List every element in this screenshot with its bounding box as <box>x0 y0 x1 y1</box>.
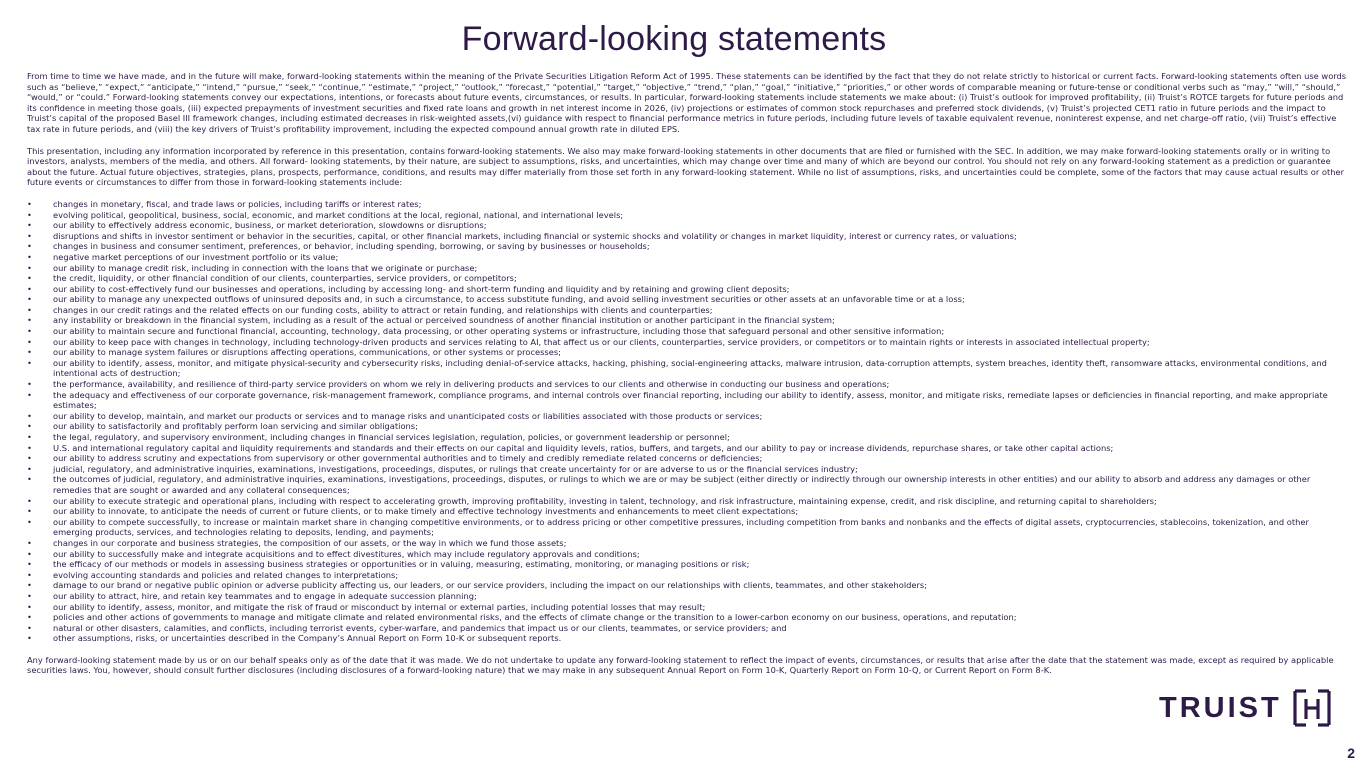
list-item-text: the adequacy and effectiveness of our corporate governance, risk-management framework, compliance programs, and internal controls over financial reporting, including our ability to identify, assess, monitor, and mitigate risks, remediate lapses or deficiencies in financial reporting, and make appropriate estimates; <box>53 389 1328 411</box>
list-item <box>27 294 1347 305</box>
list-item <box>27 474 1347 495</box>
list-item <box>27 580 1347 591</box>
list-item-text: our ability to address scrutiny and expectations from supervisory or other governmental authorities and to timely and credibly remediate related concerns or deficiencies; <box>53 453 763 464</box>
list-item-text: our ability to maintain secure and functional financial, accounting, technology, data processing, or other operating systems or infrastructure, including those that safeguard personal and other sensitive information; <box>53 326 945 337</box>
list-item <box>27 231 1347 242</box>
bullet-marker: • <box>27 580 32 591</box>
list-item-text: our ability to keep pace with changes in technology, including technology-driven products and services relating to AI, that affect us or our clients, counterparties, service providers, or competitors or to maintain rights or interests in associated intellectual property; <box>53 336 1150 347</box>
bullet-marker: • <box>27 474 32 485</box>
bullet-marker: • <box>27 209 32 220</box>
bullet-marker: • <box>27 463 32 474</box>
list-item <box>27 464 1347 475</box>
list-item <box>27 570 1347 581</box>
list-item <box>27 273 1347 284</box>
list-item-text: our ability to cost-effectively fund our businesses and operations, including by accessing long- and short-term funding and liquidity and by retaining and growing client deposits; <box>53 283 790 294</box>
list-item <box>27 559 1347 570</box>
list-item <box>27 284 1347 295</box>
list-item-text: our ability to manage system failures or disruptions affecting operations, communications, or other systems or processes; <box>53 347 561 358</box>
list-item <box>27 517 1347 538</box>
list-item-text: our ability to develop, maintain, and market our products or services and to manage risks and unanticipated costs or liabilities associated with those products or services; <box>53 410 763 421</box>
bullet-marker: • <box>27 612 32 623</box>
list-item-text: changes in our corporate and business strategies, the composition of our assets, or the way in which we fund those assets; <box>53 537 567 548</box>
list-item <box>27 210 1347 221</box>
list-item-text: our ability to execute strategic and operational plans, including with respect to accelerating growth, improving profitability, investing in talent, technology, and risk infrastructure, maintaining expense, credit, and risk discipline, and returning capital to shareholders; <box>53 495 1157 506</box>
intro-paragraph-1: From time to time we have made, and in the future will make, forward-looking statements within the meaning of the Private Securities Litigation Reform Act of 1995. These statements can be identified by the fact that they do not relate strictly to historical or current facts. Forward-looking statements often use words such as “believe,” “expect,” “anticipate,” “intend,” “pursue,” “seek,” “continue,” “estimate,” “project,” “outlook,” “forecast,” “potential,” “target,” “objective,” “trend,” “plan,” “goal,” “initiative,” “priorities,” or other words of comparable meaning or future-tense or conditional verbs such as “may,” “will,” “should,” “would,” or “could.” Forward-looking statements convey our expectations, intentions, or forecasts about future events, circumstances, or results. In particular, forward-looking statements include statements we make about: (i) Truist’s outlook for improved profitability, (ii) Truist’s ROTCE targets for future periods and its confidence in meeting those goals, (iii) expected prepayments of investment securities and fixed rate loans and growth in net interest income in 2026, (iv) projections or estimates of common stock repurchases and preferred stock dividends, (v) Truist’s projected CET1 ratio in future periods and the impact to Truist’s capital of the proposed Basel III framework changes, including estimated decreases in risk-weighted assets,(vi) guidance with respect to financial performance metrics in future periods, including future levels of taxable equivalent revenue, noninterest expense, and net charge-off ratio, (vii) Truist’s effective tax rate in future periods, and (viii) the key drivers of Truist’s profitability improvement, including the expected compound annual growth rate in diluted EPS. <box>27 71 1347 134</box>
bullet-marker: • <box>27 601 32 612</box>
bullet-marker: • <box>27 421 32 432</box>
list-item-text: damage to our brand or negative public opinion or adverse publicity affecting us, our leaders, or our service providers, including the impact on our relationships with clients, teammates, and other stakeholders; <box>53 580 928 591</box>
bullet-marker: • <box>27 495 32 506</box>
list-item <box>27 411 1347 422</box>
list-item-text: our ability to attract, hire, and retain key teammates and to engage in adequate succession planning; <box>53 590 477 601</box>
list-item <box>27 358 1347 379</box>
list-item <box>27 305 1347 316</box>
bullet-marker: • <box>27 357 32 368</box>
list-item-text: our ability to identify, assess, monitor, and mitigate physical-security and cybersecurity risks, including denial-of-service attacks, hacking, phishing, social-engineering attacks, malware intrusion, data-corruption attempts, system breaches, identity theft, ransomware attacks, environmental conditions, and intentional acts of destruction; <box>53 357 1327 379</box>
bullet-marker: • <box>27 389 32 400</box>
list-item <box>27 263 1347 274</box>
bullet-marker: • <box>27 326 32 337</box>
list-item <box>27 326 1347 337</box>
list-item-text: our ability to manage any unexpected outflows of uninsured deposits and, in such a circumstance, to access substitute funding, and avoid selling investment securities or other assets at an unfavorable time or at a loss; <box>53 294 965 305</box>
list-item-text: our ability to effectively address economic, business, or market deterioration, slowdowns or disruptions; <box>53 220 487 231</box>
bullet-marker: • <box>27 347 32 358</box>
list-item-text: our ability to successfully make and integrate acquisitions and to effect divestitures, which may include regulatory approvals and conditions; <box>53 548 640 559</box>
list-item-text: the legal, regulatory, and supervisory environment, including changes in financial services legislation, regulation, policies, or government leadership or personnel; <box>53 432 730 442</box>
bullet-marker: • <box>27 294 32 305</box>
bullet-marker: • <box>27 262 32 273</box>
intro-paragraph-2: This presentation, including any information incorporated by reference in this presentation, contains forward-looking statements. We also may make forward-looking statements in other documents that are filed or furnished with the SEC. In addition, we may make forward-looking statements orally or in writing to investors, analysts, members of the media, and others. All forward- looking statements, by their nature, are subject to assumptions, risks, and uncertainties, which may change over time and many of which are beyond our control. You should not rely on any forward-looking statement as a prediction or guarantee about the future. Actual future objectives, strategies, plans, prospects, performance, conditions, and results may differ materially from those set forth in any forward-looking statement. While no list of assumptions, risks, and uncertainties could be complete, some of the factors that may cause actual results or other future events or circumstances to differ from those in forward-looking statements include: <box>27 145 1344 188</box>
list-item-text: our ability to compete successfully, to increase or maintain market share in changing competitive environments, or to address pricing or other competitive pressures, including competition from banks and nonbanks and the effects of digital assets, cryptocurrencies, stablecoins, tokenization, and other emerging products, services, and technologies relating to deposits, lending, and payments; <box>53 516 1309 538</box>
bullet-marker: • <box>27 220 32 231</box>
list-item-text: our ability to satisfactorily and profitably perform loan servicing and similar obligations; <box>53 421 418 432</box>
list-item <box>27 453 1347 464</box>
bullet-marker: • <box>27 336 32 347</box>
bullet-marker: • <box>27 548 32 559</box>
truist-hh-mark-icon <box>1292 689 1332 727</box>
page-number: 2 <box>1347 745 1355 761</box>
list-item <box>27 337 1347 348</box>
list-item-text: disruptions and shifts in investor sentiment or behavior in the securities, capital, or other financial markets, including financial or systemic shocks and volatility or changes in market liquidity, interest or currency rates, or valuations; <box>53 230 1017 241</box>
bullet-marker: • <box>27 198 32 209</box>
page-title: Forward-looking statements <box>461 20 887 58</box>
bullet-marker: • <box>27 241 32 252</box>
list-item <box>27 390 1347 411</box>
bullet-marker: • <box>27 251 32 262</box>
list-item <box>27 443 1347 454</box>
list-item-text: judicial, regulatory, and administrative inquiries, examinations, investigations, proceedings, disputes, or rulings that create uncertainty for or are adverse to us or the financial services industry; <box>53 463 858 474</box>
list-item-text: changes in monetary, fiscal, and trade laws or policies, including tariffs or interest rates; <box>53 198 422 209</box>
bullet-marker: • <box>27 453 32 464</box>
list-item-text: negative market perceptions of our investment portfolio or its value; <box>53 251 339 262</box>
list-item-text: the outcomes of judicial, regulatory, and administrative inquiries, examinations, investigations, proceedings, disputes, or rulings to which we are or may be subject (either directly or indirectly through our ownership interests in other entities) and our ability to absorb and address any damages or other remedies that are sought or awarded and any collateral consequences; <box>53 474 1311 495</box>
truist-logo <box>1159 688 1332 728</box>
bullet-marker: • <box>27 569 32 580</box>
list-item <box>27 315 1347 326</box>
list-item-text: evolving political, geopolitical, business, social, economic, and market conditions at the local, regional, national, and international levels; <box>53 209 624 220</box>
list-item <box>27 602 1347 613</box>
list-item <box>27 538 1347 549</box>
list-item <box>27 220 1347 231</box>
list-item <box>27 623 1347 634</box>
logo-wordmark: TRUIST <box>1159 691 1282 724</box>
list-item <box>27 432 1347 443</box>
list-item-text: other assumptions, risks, or uncertainties described in the Company’s Annual Report on Form 10-K or subsequent reports. <box>53 633 562 644</box>
list-item-text: natural or other disasters, calamities, and conflicts, including terrorist events, cyber-warfare, and pandemics that impact us or our clients, teammates, or service providers; and <box>53 622 787 633</box>
risk-factor-list <box>27 199 1347 644</box>
bullet-marker: • <box>27 537 32 548</box>
list-item <box>27 496 1347 507</box>
bullet-marker: • <box>27 379 32 390</box>
disclaimer-body <box>27 71 1347 676</box>
bullet-marker: • <box>27 622 32 633</box>
bullet-marker: • <box>27 304 32 315</box>
list-item-text: changes in business and consumer sentiment, preferences, or behavior, including spending, borrowing, or saving by businesses or households; <box>53 241 650 252</box>
list-item-text: U.S. and international regulatory capital and liquidity requirements and standards and their effects on our capital and liquidity levels, ratios, buffers, and targets, and our ability to pay or increase dividends, repurchase shares, or take other capital actions; <box>53 442 1114 453</box>
list-item-text: any instability or breakdown in the financial system, including as a result of the actual or perceived soundness of another financial institution or another participant in the financial system; <box>53 315 835 326</box>
list-item-text: our ability to identify, assess, monitor, and mitigate the risk of fraud or misconduct by internal or external parties, including potential losses that may result; <box>53 601 706 612</box>
list-item <box>27 199 1347 210</box>
bullet-marker: • <box>27 633 32 644</box>
bullet-marker: • <box>27 516 32 527</box>
bullet-marker: • <box>27 410 32 421</box>
list-item-text: the performance, availability, and resilience of third-party service providers on whom we rely in delivering products and services to our clients and otherwise in conducting our business and operations; <box>53 379 890 390</box>
bullet-marker: • <box>27 559 32 570</box>
list-item <box>27 506 1347 517</box>
bullet-marker: • <box>27 230 32 241</box>
list-item-text: the efficacy of our methods or models in assessing business strategies or opportunities or in valuing, measuring, estimating, monitoring, or managing positions or risk; <box>53 559 750 570</box>
bullet-marker: • <box>27 273 32 284</box>
bullet-marker: • <box>27 283 32 294</box>
bullet-marker: • <box>27 315 32 326</box>
bullet-marker: • <box>27 506 32 517</box>
list-item <box>27 549 1347 560</box>
bullet-marker: • <box>27 442 32 453</box>
list-item <box>27 252 1347 263</box>
list-item-text: policies and other actions of governments to manage and mitigate climate and related environmental risks, and the effects of climate change or the transition to a lower-carbon economy on our business, operations, and reputation; <box>53 612 1017 623</box>
bullet-marker: • <box>27 590 32 601</box>
list-item <box>27 379 1347 390</box>
list-item <box>27 241 1347 252</box>
list-item <box>27 633 1347 644</box>
bullet-marker: • <box>27 432 32 442</box>
list-item <box>27 421 1347 432</box>
list-item <box>27 347 1347 358</box>
list-item-text: the credit, liquidity, or other financial condition of our clients, counterparties, service providers, or competitors; <box>53 273 517 284</box>
closing-paragraph: Any forward-looking statement made by us or on our behalf speaks only as of the date that it was made. We do not undertake to update any forward-looking statement to reflect the impact of events, circumstances, or results that arise after the date that the statement was made, except as required by applicable securities laws. You, however, should consult further disclosures (including disclosures of a forward-looking nature) that we may make in any subsequent Annual Report on Form 10-K, Quarterly Report on Form 10-Q, or Current Report on Form 8-K. <box>27 654 1334 676</box>
list-item-text: evolving accounting standards and policies and related changes to interpretations; <box>53 569 399 580</box>
list-item-text: our ability to innovate, to anticipate the needs of current or future clients, or to make timely and effective technology investments and enhancements to meet client expectations; <box>53 506 799 517</box>
list-item <box>27 612 1347 623</box>
list-item-text: changes in our credit ratings and the related effects on our funding costs, ability to attract or retain funding, and relationships with clients and counterparties; <box>53 304 713 315</box>
list-item-text: our ability to manage credit risk, including in connection with the loans that we originate or purchase; <box>53 262 478 273</box>
list-item <box>27 591 1347 602</box>
